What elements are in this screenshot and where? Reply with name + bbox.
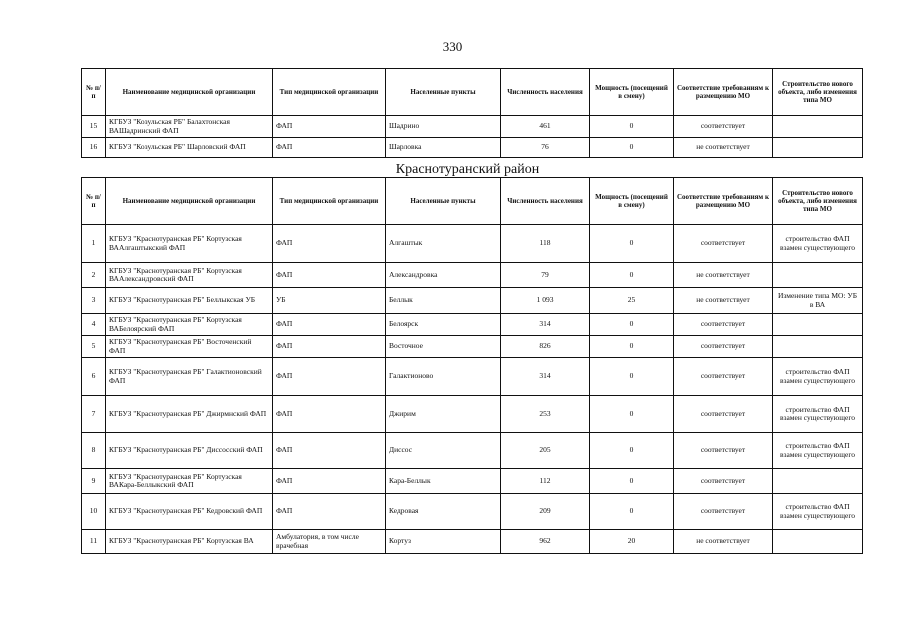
cell-num: 9 xyxy=(82,469,106,494)
table-row xyxy=(82,263,863,288)
cell-settlement: Алгаштык xyxy=(386,225,501,263)
header-construction: Строительство нового объекта, либо изменения типа МО xyxy=(773,178,863,225)
cell-org-name: КГБУЗ "Краснотуранская РБ" Кортузская ВА xyxy=(106,530,273,554)
cell-settlement: Шадрино xyxy=(386,116,501,138)
table-row xyxy=(82,225,863,263)
cell-settlement: Диссос xyxy=(386,433,501,469)
cell-num: 11 xyxy=(82,530,106,554)
cell-num: 16 xyxy=(82,138,106,158)
cell-capacity: 0 xyxy=(590,225,674,263)
header-num: № п/п xyxy=(82,178,106,225)
table-row xyxy=(82,469,863,494)
cell-compliance: соответствует xyxy=(674,314,773,336)
cell-capacity: 0 xyxy=(590,263,674,288)
cell-org-name: КГБУЗ "Краснотуранская РБ" Беллыкская УБ xyxy=(106,288,273,314)
cell-compliance: соответствует xyxy=(674,494,773,530)
section-title: Краснотуранский район xyxy=(395,162,540,177)
cell-org-type: УБ xyxy=(273,288,386,314)
table-row xyxy=(82,288,863,314)
cell-compliance: соответствует xyxy=(674,469,773,494)
cell-capacity: 20 xyxy=(590,530,674,554)
cell-construction: строительство ФАП взамен существующего xyxy=(773,494,863,530)
cell-capacity: 0 xyxy=(590,116,674,138)
cell-settlement: Джирим xyxy=(386,396,501,433)
table-header-row xyxy=(82,178,863,225)
cell-population: 1 093 xyxy=(501,288,590,314)
cell-population: 461 xyxy=(501,116,590,138)
header-org-name: Наименование медицинской организации xyxy=(106,178,273,225)
header-population: Численность населения xyxy=(501,69,590,116)
table-row xyxy=(82,396,863,433)
cell-org-type: ФАП xyxy=(273,116,386,138)
cell-construction: строительство ФАП взамен существующего xyxy=(773,433,863,469)
cell-population: 76 xyxy=(501,138,590,158)
cell-compliance: не соответствует xyxy=(674,288,773,314)
table-row xyxy=(82,314,863,336)
cell-num: 5 xyxy=(82,336,106,358)
cell-org-type: ФАП xyxy=(273,469,386,494)
cell-compliance: не соответствует xyxy=(674,263,773,288)
table-row xyxy=(82,116,863,138)
table-row xyxy=(82,358,863,396)
cell-org-type: Амбулатория, в том числе врачебная xyxy=(273,530,386,554)
cell-capacity: 0 xyxy=(590,494,674,530)
cell-capacity: 0 xyxy=(590,396,674,433)
header-num: № п/п xyxy=(82,69,106,116)
cell-settlement: Белоярск xyxy=(386,314,501,336)
cell-settlement: Кедровая xyxy=(386,494,501,530)
cell-settlement: Галактионово xyxy=(386,358,501,396)
cell-capacity: 0 xyxy=(590,138,674,158)
cell-compliance: соответствует xyxy=(674,116,773,138)
header-compliance: Соответствие требованиям к размещению МО xyxy=(674,69,773,116)
cell-capacity: 0 xyxy=(590,469,674,494)
cell-compliance: соответствует xyxy=(674,225,773,263)
header-compliance: Соответствие требованиям к размещению МО xyxy=(674,178,773,225)
cell-num: 4 xyxy=(82,314,106,336)
cell-construction xyxy=(773,116,863,138)
cell-population: 253 xyxy=(501,396,590,433)
header-org-type: Тип медицинской организации xyxy=(273,69,386,116)
cell-num: 2 xyxy=(82,263,106,288)
cell-num: 10 xyxy=(82,494,106,530)
page-number: 330 xyxy=(442,39,463,54)
cell-population: 118 xyxy=(501,225,590,263)
table-header-row xyxy=(82,69,863,116)
header-settlements: Населенные пункты xyxy=(386,69,501,116)
cell-org-type: ФАП xyxy=(273,263,386,288)
cell-org-name: КГБУЗ "Краснотуранская РБ" Кортузская ВААлгаштыкский ФАП xyxy=(106,225,273,263)
table-row xyxy=(82,138,863,158)
cell-org-type: ФАП xyxy=(273,433,386,469)
cell-org-name: КГБУЗ "Краснотуранская РБ" Джирмнский ФАП xyxy=(106,396,273,433)
cell-compliance: соответствует xyxy=(674,396,773,433)
cell-settlement: Александровка xyxy=(386,263,501,288)
cell-compliance: соответствует xyxy=(674,336,773,358)
cell-construction xyxy=(773,314,863,336)
cell-capacity: 0 xyxy=(590,358,674,396)
cell-org-type: ФАП xyxy=(273,494,386,530)
cell-num: 8 xyxy=(82,433,106,469)
cell-construction xyxy=(773,530,863,554)
cell-compliance: не соответствует xyxy=(674,530,773,554)
cell-org-type: ФАП xyxy=(273,314,386,336)
cell-num: 15 xyxy=(82,116,106,138)
header-construction: Строительство нового объекта, либо изменения типа МО xyxy=(773,69,863,116)
cell-org-name: КГБУЗ "Козульская РБ" Шарловский ФАП xyxy=(106,138,273,158)
cell-org-name: КГБУЗ "Козульская РБ" Балахтонская ВАШадринский ФАП xyxy=(106,116,273,138)
cell-org-type: ФАП xyxy=(273,336,386,358)
table-row xyxy=(82,336,863,358)
header-capacity: Мощность (посещений в смену) xyxy=(590,178,674,225)
header-capacity: Мощность (посещений в смену) xyxy=(590,69,674,116)
cell-capacity: 0 xyxy=(590,336,674,358)
cell-population: 79 xyxy=(501,263,590,288)
cell-settlement: Кортуз xyxy=(386,530,501,554)
cell-org-name: КГБУЗ "Краснотуранская РБ" Галактионовский ФАП xyxy=(106,358,273,396)
cell-compliance: не соответствует xyxy=(674,138,773,158)
cell-org-name: КГБУЗ "Краснотуранская РБ" Восточенский ФАП xyxy=(106,336,273,358)
cell-construction: Изменение типа МО: УБ в ВА xyxy=(773,288,863,314)
cell-org-name: КГБУЗ "Краснотуранская РБ" Кортузская ВАБелоярский ФАП xyxy=(106,314,273,336)
cell-construction: строительство ФАП взамен существующего xyxy=(773,225,863,263)
cell-capacity: 0 xyxy=(590,314,674,336)
cell-org-type: ФАП xyxy=(273,225,386,263)
cell-settlement: Восточное xyxy=(386,336,501,358)
cell-settlement: Беллык xyxy=(386,288,501,314)
cell-construction xyxy=(773,263,863,288)
cell-construction xyxy=(773,336,863,358)
cell-org-name: КГБУЗ "Краснотуранская РБ" Кедровский ФАП xyxy=(106,494,273,530)
cell-population: 314 xyxy=(501,314,590,336)
table-kozulsky xyxy=(81,68,863,158)
cell-org-type: ФАП xyxy=(273,396,386,433)
cell-population: 826 xyxy=(501,336,590,358)
header-population: Численность населения xyxy=(501,178,590,225)
cell-num: 7 xyxy=(82,396,106,433)
cell-compliance: соответствует xyxy=(674,433,773,469)
cell-population: 314 xyxy=(501,358,590,396)
cell-capacity: 0 xyxy=(590,433,674,469)
cell-org-type: ФАП xyxy=(273,358,386,396)
table-row xyxy=(82,530,863,554)
cell-construction xyxy=(773,469,863,494)
cell-org-type: ФАП xyxy=(273,138,386,158)
header-org-type: Тип медицинской организации xyxy=(273,178,386,225)
cell-org-name: КГБУЗ "Краснотуранская РБ" Кортузская ВААлександровский ФАП xyxy=(106,263,273,288)
cell-capacity: 25 xyxy=(590,288,674,314)
cell-org-name: КГБУЗ "Краснотуранская РБ" Кортузская ВАКара-Беллыкский ФАП xyxy=(106,469,273,494)
header-org-name: Наименование медицинской организации xyxy=(106,69,273,116)
cell-num: 6 xyxy=(82,358,106,396)
cell-compliance: соответствует xyxy=(674,358,773,396)
cell-num: 1 xyxy=(82,225,106,263)
cell-population: 962 xyxy=(501,530,590,554)
table-krasnoturansky xyxy=(81,177,863,554)
cell-org-name: КГБУЗ "Краснотуранская РБ" Диссосский ФАП xyxy=(106,433,273,469)
table-row xyxy=(82,494,863,530)
cell-settlement: Кара-Беллык xyxy=(386,469,501,494)
header-settlements: Населенные пункты xyxy=(386,178,501,225)
cell-num: 3 xyxy=(82,288,106,314)
cell-population: 112 xyxy=(501,469,590,494)
cell-construction: строительство ФАП взамен существующего xyxy=(773,396,863,433)
cell-population: 209 xyxy=(501,494,590,530)
cell-settlement: Шарловка xyxy=(386,138,501,158)
cell-construction: строительство ФАП взамен существующего xyxy=(773,358,863,396)
cell-construction xyxy=(773,138,863,158)
cell-population: 205 xyxy=(501,433,590,469)
table-row xyxy=(82,433,863,469)
